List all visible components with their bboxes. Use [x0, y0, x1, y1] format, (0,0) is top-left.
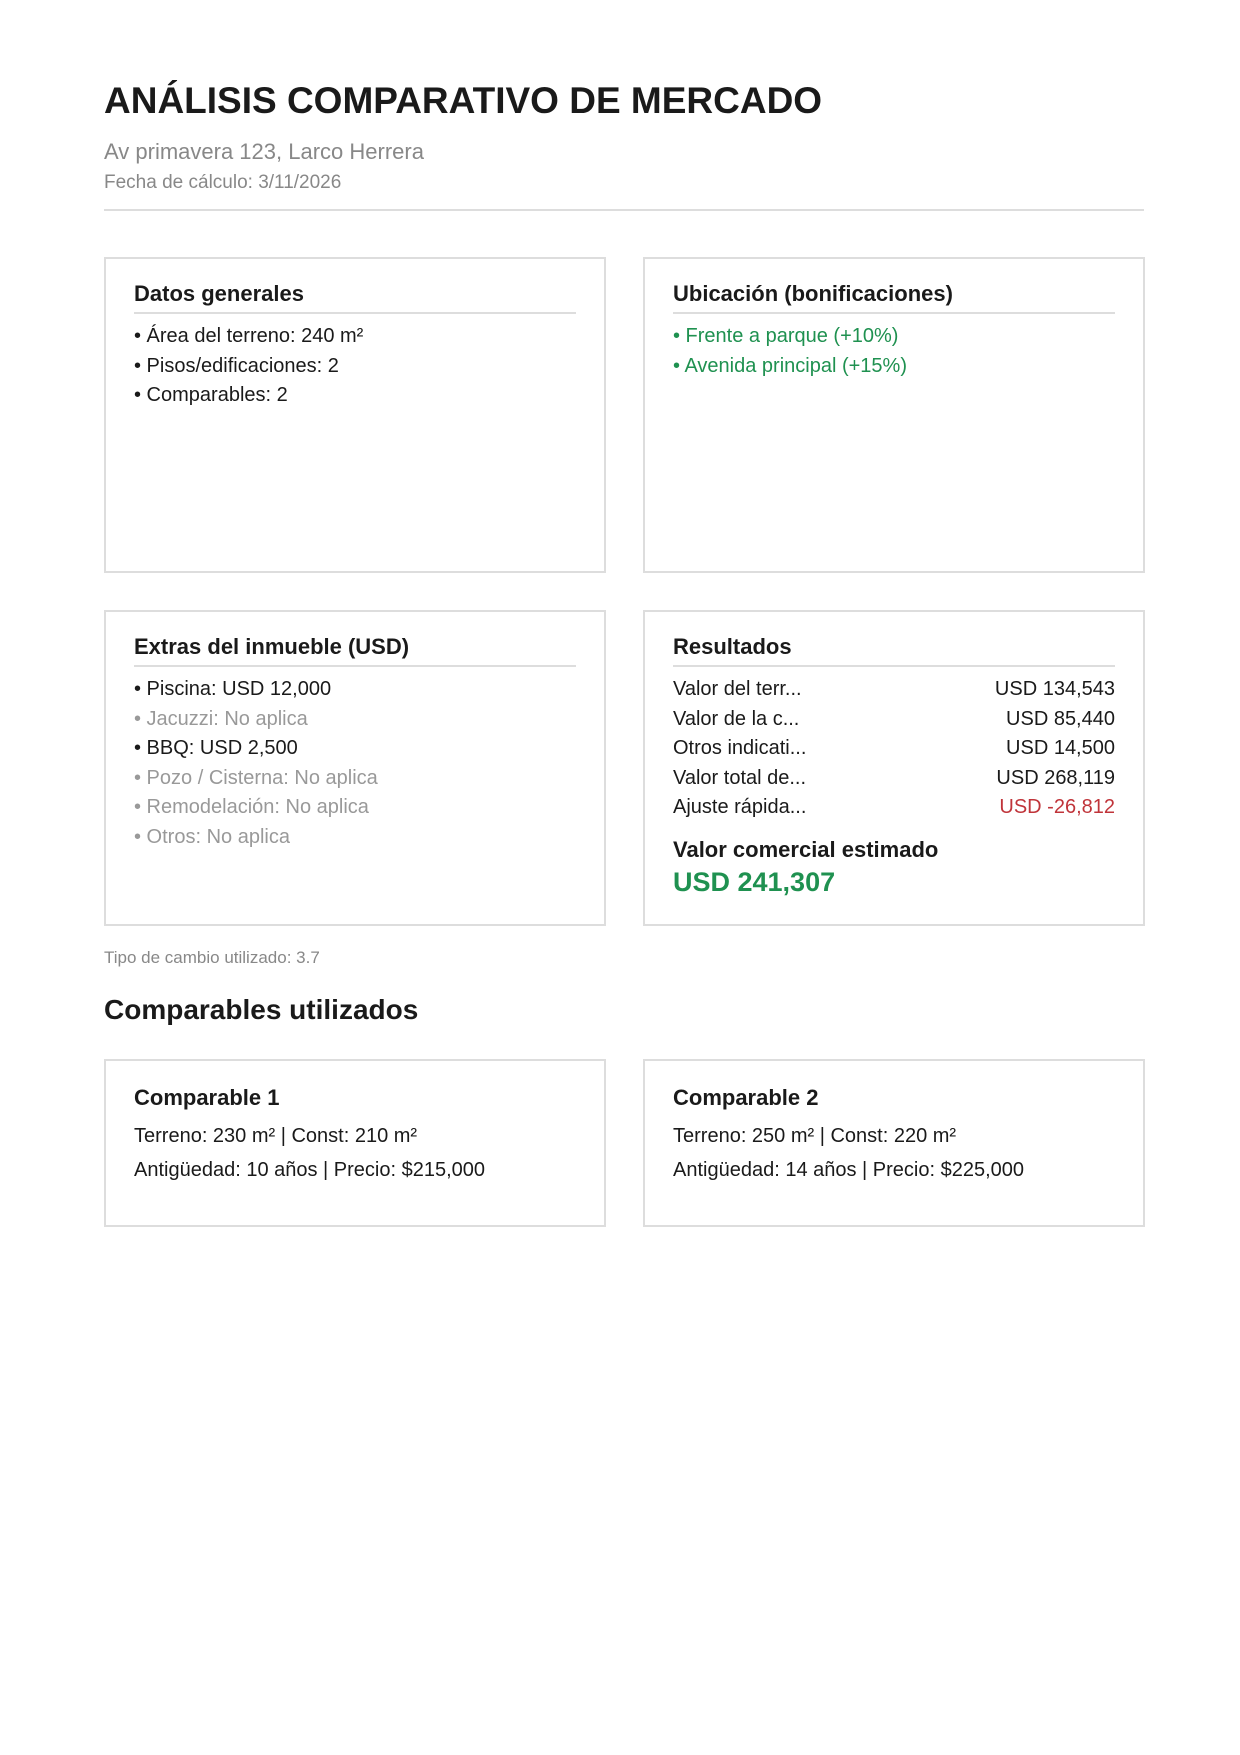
- general-data-card: [104, 257, 606, 573]
- comparable-card: [104, 1059, 606, 1227]
- list-item: • Remodelación: No aplica: [134, 796, 369, 818]
- result-value: USD 268,119: [996, 766, 1115, 789]
- card-title: Datos generales: [134, 281, 576, 314]
- comparable-areas: Terreno: 230 m² | Const: 210 m²: [134, 1125, 418, 1147]
- comparable-title: Comparable 2: [673, 1085, 819, 1110]
- location-bonus-card: [643, 257, 1145, 573]
- card-title: Resultados: [673, 634, 1115, 667]
- comparables-heading: Comparables utilizados: [104, 994, 419, 1025]
- result-row: [673, 734, 1115, 764]
- result-value: USD 14,500: [1006, 737, 1115, 759]
- comparable-areas: Terreno: 250 m² | Const: 220 m²: [673, 1125, 957, 1147]
- list-item: • Jacuzzi: No aplica: [134, 707, 308, 730]
- estimate-label: Valor comercial estimado: [673, 836, 939, 862]
- result-value: USD 85,440: [1006, 707, 1115, 730]
- result-label: Valor de la c...: [673, 707, 800, 730]
- result-label: Otros indicati...: [673, 737, 807, 759]
- header-divider: [104, 209, 1144, 211]
- list-item: • Área del terreno: 240 m²: [134, 325, 364, 347]
- comparable-title: Comparable 1: [134, 1085, 280, 1110]
- list-item: • Pisos/edificaciones: 2: [134, 354, 339, 377]
- comparable-card: [643, 1059, 1145, 1227]
- page-title: ANÁLISIS COMPARATIVO DE MERCADO: [104, 80, 823, 121]
- list-item: • Frente a parque (+10%): [673, 325, 899, 347]
- list-item: • Avenida principal (+15%): [673, 354, 907, 377]
- list-item: • BBQ: USD 2,500: [134, 737, 298, 759]
- calculation-date: Fecha de cálculo: 3/11/2026: [104, 172, 342, 193]
- result-label: Ajuste rápida...: [673, 796, 807, 818]
- result-label: Valor del terr...: [673, 678, 802, 700]
- property-address: Av primavera 123, Larco Herrera: [104, 139, 424, 164]
- card-title: Extras del inmueble (USD): [134, 634, 576, 667]
- result-row: [673, 705, 1115, 735]
- comparable-age-price: Antigüedad: 10 años | Precio: $215,000: [134, 1159, 486, 1181]
- comparable-age-price: Antigüedad: 14 años | Precio: $225,000: [673, 1159, 1025, 1181]
- result-row: [673, 675, 1115, 705]
- result-value: USD 134,543: [994, 678, 1115, 700]
- exchange-rate-note: Tipo de cambio utilizado: 3.7: [104, 948, 320, 967]
- list-item: • Pozo / Cisterna: No aplica: [134, 766, 378, 789]
- list-item: • Comparables: 2: [134, 384, 288, 406]
- result-label: Valor total de...: [673, 766, 807, 789]
- result-row: [673, 793, 1115, 823]
- estimate-value: USD 241,307: [673, 866, 836, 897]
- result-value-negative: USD -26,812: [999, 796, 1115, 818]
- results-card: [643, 610, 1145, 926]
- extras-card: [104, 610, 606, 926]
- list-item: • Piscina: USD 12,000: [134, 678, 332, 700]
- card-title: Ubicación (bonificaciones): [673, 281, 1115, 314]
- list-item: • Otros: No aplica: [134, 825, 290, 848]
- result-row: [673, 764, 1115, 794]
